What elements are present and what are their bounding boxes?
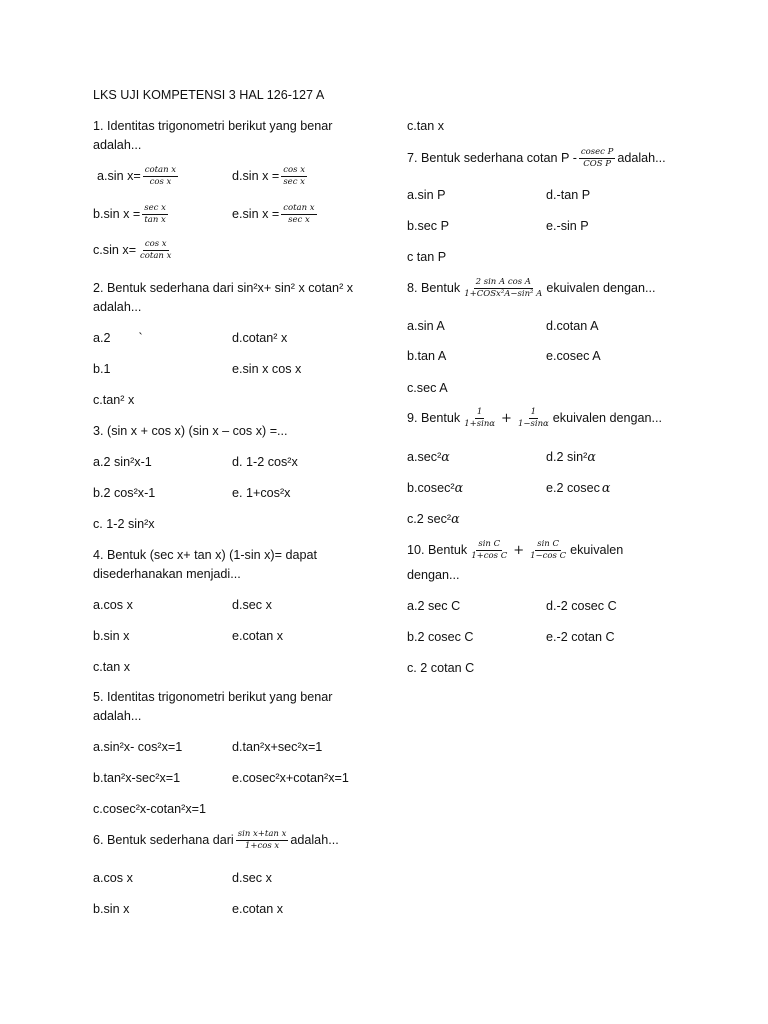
q8-option-b: b.tan A bbox=[407, 349, 447, 363]
plus-sign: + bbox=[501, 411, 512, 427]
q2-option-c: c.tan² x bbox=[93, 393, 135, 407]
q1-option-a-fraction: $\frac{\text{cotan x}}{\text{cos x}}$ bbox=[144, 165, 177, 188]
q2-option-a: a.2 ` bbox=[93, 331, 143, 345]
q6-stem: 6. Bentuk sederhana dari $\frac{\text{sin x+tan x}}{\text{1+cos x}}$ adalah... bbox=[93, 829, 339, 852]
q10-option-e: e.-2 cotan C bbox=[546, 630, 615, 644]
q7-stem: 7. Bentuk sederhana cotan P - $\frac{\text{cosec P}}{\text{COS P}}$ adalah... bbox=[407, 147, 666, 170]
q1-option-d-fraction: $\frac{\text{cos x}}{\text{sec x}}$ bbox=[283, 165, 306, 188]
q8-fraction: $\frac{\text{2 sin A cos A}}{\text{1+COSx²A−sin² A}}$ bbox=[464, 277, 543, 300]
q10-option-a: a.2 sec C bbox=[407, 599, 461, 613]
q4-option-d: d.sec x bbox=[232, 598, 272, 612]
worksheet-title: LKS UJI KOMPETENSI 3 HAL 126-127 A bbox=[93, 88, 325, 102]
q8-option-d: d.cotan A bbox=[546, 319, 599, 333]
q10-stem-line1: 10. Bentuk $\frac{\text{sin C}}{\text{1+cos C}}$ + $\frac{\text{sin C}}{\text{1−cos C}}$ ekuivalen bbox=[407, 539, 624, 562]
q8-option-e: e.cosec A bbox=[546, 349, 601, 363]
q2-stem-line2: adalah... bbox=[93, 300, 142, 314]
q1-stem-line1: 1. Identitas trigonometri berikut yang benar bbox=[93, 119, 333, 133]
q6-option-b: b.sin x bbox=[93, 902, 130, 916]
q7-option-b: b.sec P bbox=[407, 219, 449, 233]
q4-option-b: b.sin x bbox=[93, 629, 130, 643]
q9-fraction-1: $\frac{1}{1+\sin\alpha}$ bbox=[464, 407, 496, 430]
q9-option-c: c.2 sec²α bbox=[407, 511, 460, 526]
q1-option-b: b.sin x = $\frac{\text{sec x}}{\text{tan x}}$ bbox=[93, 203, 166, 226]
q3-stem: 3. (sin x + cos x) (sin x – cos x) =... bbox=[93, 424, 288, 438]
q1-option-c: c.sin x= $\frac{\text{cos x}}{\text{cotan x}}$ bbox=[93, 239, 172, 262]
q9-option-b: b.cosec²α bbox=[407, 480, 464, 495]
q3-option-d: d. 1-2 cos²x bbox=[232, 455, 298, 469]
q6-option-e: e.cotan x bbox=[232, 902, 284, 916]
q10-stem-line2: dengan... bbox=[407, 568, 460, 582]
q9-option-a: a.sec²α bbox=[407, 449, 450, 464]
q5-option-b: b.tan²x-sec²x=1 bbox=[93, 771, 181, 785]
q5-stem-line1: 5. Identitas trigonometri berikut yang benar bbox=[93, 690, 333, 704]
q5-stem-line2: adalah... bbox=[93, 709, 142, 723]
q4-stem-line2: disederhanakan menjadi... bbox=[93, 567, 241, 581]
q10-fraction-2: $\frac{\text{sin C}}{\text{1−cos C}}$ bbox=[530, 539, 567, 562]
q4-option-e: e.cotan x bbox=[232, 629, 284, 643]
q8-option-c: c.sec A bbox=[407, 381, 448, 395]
q4-stem-line1: 4. Bentuk (sec x+ tan x) (1-sin x)= dapat bbox=[93, 548, 317, 562]
q5-option-a: a.sin²x- cos²x=1 bbox=[93, 740, 183, 754]
q4-option-c: c.tan x bbox=[93, 660, 131, 674]
q1-option-b-fraction: $\frac{\text{sec x}}{\text{tan x}}$ bbox=[144, 203, 166, 226]
q3-option-b: b.2 cos²x-1 bbox=[93, 486, 156, 500]
q7-fraction: $\frac{\text{cosec P}}{\text{COS P}}$ bbox=[580, 147, 614, 170]
q5-option-d: d.tan²x+sec²x=1 bbox=[232, 740, 323, 754]
q10-option-b: b.2 cosec C bbox=[407, 630, 474, 644]
q7-option-c: c tan P bbox=[407, 250, 447, 264]
q10-fraction-1: $\frac{\text{sin C}}{\text{1+cos C}}$ bbox=[471, 539, 508, 562]
plus-sign: + bbox=[513, 543, 525, 559]
q1-option-a: a.sin x= $\frac{\text{cotan x}}{\text{cos x}}$ bbox=[97, 165, 177, 188]
q3-option-a: a.2 sin²x-1 bbox=[93, 455, 152, 469]
q8-stem: 8. Bentuk $\frac{\text{2 sin A cos A}}{\text{1+COSx²A−sin² A}}$ ekuivalen dengan... bbox=[407, 277, 656, 300]
q7-option-d: d.-tan P bbox=[546, 188, 591, 202]
q3-option-e: e. 1+cos²x bbox=[232, 486, 291, 500]
q2-option-b: b.1 bbox=[93, 362, 111, 376]
q10-option-d: d.-2 cosec C bbox=[546, 599, 617, 613]
q7-option-a: a.sin P bbox=[407, 188, 446, 202]
q6-option-d: d.sec x bbox=[232, 871, 272, 885]
q9-stem: 9. Bentuk $\frac{1}{1+\sin\alpha}$ + $\frac{1}{1-\sin\alpha}$ ekuivalen dengan... bbox=[407, 407, 663, 430]
q5-option-e: e.cosec²x+cotan²x=1 bbox=[232, 771, 349, 785]
q10-option-c: c. 2 cotan C bbox=[407, 661, 475, 675]
q6-option-a: a.cos x bbox=[93, 871, 133, 885]
q1-stem-line2: adalah... bbox=[93, 138, 142, 152]
q6-fraction: $\frac{\text{sin x+tan x}}{\text{1+cos x}}$ bbox=[237, 829, 287, 852]
q9-option-d: d.2 sin²α bbox=[546, 449, 596, 464]
q2-stem-line1: 2. Bentuk sederhana dari sin²x+ sin² x cotan² x bbox=[93, 281, 354, 295]
q2-option-d: d.cotan² x bbox=[232, 331, 288, 345]
q1-option-e: e.sin x = $\frac{\text{cotan x}}{\text{sec x}}$ bbox=[232, 203, 315, 226]
q4-option-a: a.cos x bbox=[93, 598, 133, 612]
q9-fraction-2: $\frac{1}{1-\sin\alpha}$ bbox=[517, 407, 549, 430]
q1-option-e-fraction: $\frac{\text{cotan x}}{\text{sec x}}$ bbox=[283, 203, 315, 226]
q2-option-e: e.sin x cos x bbox=[232, 362, 302, 376]
q9-option-e: e.2 cosec α bbox=[546, 480, 611, 495]
q7-option-e: e.-sin P bbox=[546, 219, 589, 233]
q8-option-a: a.sin A bbox=[407, 319, 445, 333]
q5-option-c: c.cosec²x-cotan²x=1 bbox=[93, 802, 207, 816]
q6-option-c: c.tan x bbox=[407, 119, 445, 133]
q1-option-d: d.sin x = $\frac{\text{cos x}}{\text{sec x}}$ bbox=[232, 165, 306, 188]
q3-option-c: c. 1-2 sin²x bbox=[93, 517, 155, 531]
q1-option-c-fraction: $\frac{\text{cos x}}{\text{cotan x}}$ bbox=[140, 239, 172, 262]
